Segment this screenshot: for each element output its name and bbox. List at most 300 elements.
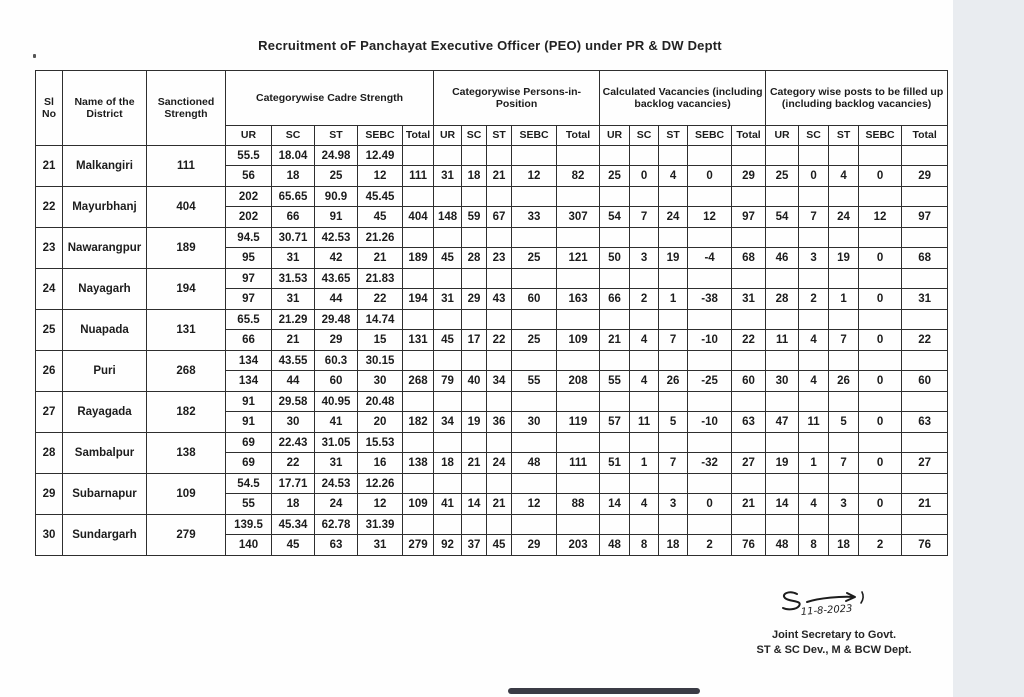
empty-cell: [902, 351, 948, 371]
posts-to-fill-cell: 4: [799, 330, 829, 351]
persons-in-position-cell: 41: [434, 494, 462, 515]
posts-to-fill-cell: 0: [859, 248, 902, 269]
empty-cell: [403, 187, 434, 207]
empty-cell: [630, 187, 659, 207]
cadre-rounded-cell: 29: [315, 330, 358, 351]
empty-cell: [688, 392, 732, 412]
empty-cell: [829, 146, 859, 166]
posts-to-fill-cell: 4: [829, 166, 859, 187]
empty-cell: [766, 474, 799, 494]
calculated-vacancy-cell: 29: [732, 166, 766, 187]
posts-to-fill-cell: 21: [902, 494, 948, 515]
empty-cell: [462, 392, 487, 412]
col-header-cadre-sebc: SEBC: [358, 126, 403, 146]
empty-cell: [434, 392, 462, 412]
empty-cell: [487, 146, 512, 166]
cadre-decimal-cell: 31.05: [315, 433, 358, 453]
empty-cell: [732, 433, 766, 453]
col-header-persons-sebc: SEBC: [512, 126, 557, 146]
empty-cell: [902, 392, 948, 412]
empty-cell: [766, 515, 799, 535]
posts-to-fill-cell: 3: [829, 494, 859, 515]
empty-cell: [859, 392, 902, 412]
persons-in-position-cell: 21: [487, 494, 512, 515]
cadre-rounded-cell: 194: [403, 289, 434, 310]
calculated-vacancy-cell: 7: [630, 207, 659, 228]
cadre-rounded-cell: 134: [226, 371, 272, 392]
empty-cell: [732, 392, 766, 412]
sl-no-cell: 29: [36, 474, 63, 515]
posts-to-fill-cell: 46: [766, 248, 799, 269]
empty-cell: [487, 187, 512, 207]
posts-to-fill-cell: 5: [829, 412, 859, 433]
posts-to-fill-cell: 28: [766, 289, 799, 310]
cadre-rounded-cell: 12: [358, 166, 403, 187]
empty-cell: [859, 228, 902, 248]
cadre-rounded-cell: 109: [403, 494, 434, 515]
empty-cell: [403, 310, 434, 330]
posts-to-fill-cell: 47: [766, 412, 799, 433]
persons-in-position-cell: 25: [512, 330, 557, 351]
empty-cell: [859, 146, 902, 166]
empty-cell: [732, 351, 766, 371]
district-name-cell: Subarnapur: [63, 474, 147, 515]
sanctioned-strength-cell: 404: [147, 187, 226, 228]
cadre-decimal-cell: 60.3: [315, 351, 358, 371]
district-row-top: [36, 187, 948, 207]
col-header-district: Name of the District: [63, 71, 147, 146]
persons-in-position-cell: 31: [434, 289, 462, 310]
empty-cell: [732, 474, 766, 494]
col-header-posts-total: Total: [902, 126, 948, 146]
empty-cell: [688, 187, 732, 207]
cadre-decimal-cell: 91: [226, 392, 272, 412]
cadre-rounded-cell: 97: [226, 289, 272, 310]
empty-cell: [859, 187, 902, 207]
empty-cell: [630, 351, 659, 371]
empty-cell: [659, 392, 688, 412]
cadre-decimal-cell: 43.65: [315, 269, 358, 289]
cadre-decimal-cell: 24.98: [315, 146, 358, 166]
calculated-vacancy-cell: 11: [630, 412, 659, 433]
empty-cell: [732, 515, 766, 535]
empty-cell: [600, 433, 630, 453]
empty-cell: [766, 310, 799, 330]
col-header-posts-sebc: SEBC: [859, 126, 902, 146]
empty-cell: [766, 269, 799, 289]
persons-in-position-cell: 208: [557, 371, 600, 392]
calculated-vacancy-cell: 50: [600, 248, 630, 269]
cadre-rounded-cell: 45: [272, 535, 315, 556]
calculated-vacancy-cell: 48: [600, 535, 630, 556]
calculated-vacancy-cell: 26: [659, 371, 688, 392]
district-row-top: [36, 228, 948, 248]
empty-cell: [630, 269, 659, 289]
calculated-vacancy-cell: 24: [659, 207, 688, 228]
empty-cell: [732, 187, 766, 207]
cadre-decimal-cell: 17.71: [272, 474, 315, 494]
empty-cell: [688, 433, 732, 453]
persons-in-position-cell: 29: [512, 535, 557, 556]
empty-cell: [600, 515, 630, 535]
cadre-rounded-cell: 44: [315, 289, 358, 310]
empty-cell: [487, 433, 512, 453]
posts-to-fill-cell: 97: [902, 207, 948, 228]
persons-in-position-cell: 18: [434, 453, 462, 474]
empty-cell: [766, 351, 799, 371]
persons-in-position-cell: 34: [434, 412, 462, 433]
cadre-decimal-cell: 14.74: [358, 310, 403, 330]
district-row-top: [36, 269, 948, 289]
empty-cell: [799, 433, 829, 453]
posts-to-fill-cell: 54: [766, 207, 799, 228]
posts-to-fill-cell: 0: [859, 412, 902, 433]
cadre-rounded-cell: 16: [358, 453, 403, 474]
persons-in-position-cell: 12: [512, 494, 557, 515]
posts-to-fill-cell: 1: [799, 453, 829, 474]
cadre-decimal-cell: 31.39: [358, 515, 403, 535]
sanctioned-strength-cell: 279: [147, 515, 226, 556]
persons-in-position-cell: 17: [462, 330, 487, 351]
calculated-vacancy-cell: 27: [732, 453, 766, 474]
cadre-rounded-cell: 202: [226, 207, 272, 228]
calculated-vacancy-cell: 3: [630, 248, 659, 269]
cadre-rounded-cell: 30: [358, 371, 403, 392]
empty-cell: [659, 310, 688, 330]
empty-cell: [766, 228, 799, 248]
empty-cell: [659, 146, 688, 166]
district-row-top: [36, 146, 948, 166]
cadre-decimal-cell: 90.9: [315, 187, 358, 207]
empty-cell: [512, 392, 557, 412]
cadre-decimal-cell: 65.5: [226, 310, 272, 330]
empty-cell: [829, 474, 859, 494]
calculated-vacancy-cell: 19: [659, 248, 688, 269]
empty-cell: [462, 228, 487, 248]
persons-in-position-cell: 79: [434, 371, 462, 392]
cadre-decimal-cell: 43.55: [272, 351, 315, 371]
sl-no-cell: 26: [36, 351, 63, 392]
empty-cell: [462, 310, 487, 330]
empty-cell: [659, 474, 688, 494]
empty-cell: [659, 228, 688, 248]
empty-cell: [600, 146, 630, 166]
calculated-vacancy-cell: 57: [600, 412, 630, 433]
calculated-vacancy-cell: 68: [732, 248, 766, 269]
empty-cell: [630, 146, 659, 166]
district-row-top: [36, 351, 948, 371]
persons-in-position-cell: 203: [557, 535, 600, 556]
persons-in-position-cell: 25: [512, 248, 557, 269]
cadre-decimal-cell: 29.58: [272, 392, 315, 412]
cadre-rounded-cell: 55: [226, 494, 272, 515]
empty-cell: [732, 269, 766, 289]
empty-cell: [859, 351, 902, 371]
persons-in-position-cell: 33: [512, 207, 557, 228]
calculated-vacancy-cell: 21: [600, 330, 630, 351]
calculated-vacancy-cell: 1: [630, 453, 659, 474]
calculated-vacancy-cell: 18: [659, 535, 688, 556]
cadre-rounded-cell: 131: [403, 330, 434, 351]
empty-cell: [403, 515, 434, 535]
sl-no-cell: 25: [36, 310, 63, 351]
posts-to-fill-cell: 26: [829, 371, 859, 392]
empty-cell: [487, 515, 512, 535]
cadre-rounded-cell: 182: [403, 412, 434, 433]
empty-cell: [659, 433, 688, 453]
district-row-top: [36, 515, 948, 535]
cadre-rounded-cell: 66: [272, 207, 315, 228]
persons-in-position-cell: 36: [487, 412, 512, 433]
calculated-vacancy-cell: -38: [688, 289, 732, 310]
empty-cell: [799, 228, 829, 248]
empty-cell: [512, 269, 557, 289]
signature-block: [748, 588, 920, 658]
calculated-vacancy-cell: 66: [600, 289, 630, 310]
cadre-decimal-cell: 42.53: [315, 228, 358, 248]
signatory-department: ST & SC Dev., M & BCW Dept.: [756, 643, 912, 656]
posts-to-fill-cell: 27: [902, 453, 948, 474]
empty-cell: [829, 392, 859, 412]
district-name-cell: Sundargarh: [63, 515, 147, 556]
cadre-rounded-cell: 24: [315, 494, 358, 515]
district-row-top: [36, 310, 948, 330]
sanctioned-strength-cell: 189: [147, 228, 226, 269]
persons-in-position-cell: 111: [557, 453, 600, 474]
group-header-cadre-strength: Categorywise Cadre Strength: [226, 71, 434, 126]
col-header-posts-sc: SC: [799, 126, 829, 146]
cadre-rounded-cell: 31: [272, 248, 315, 269]
empty-cell: [902, 474, 948, 494]
col-header-vacancies-ur: UR: [600, 126, 630, 146]
posts-to-fill-cell: 31: [902, 289, 948, 310]
col-header-vacancies-sc: SC: [630, 126, 659, 146]
empty-cell: [512, 310, 557, 330]
persons-in-position-cell: 12: [512, 166, 557, 187]
cadre-rounded-cell: 18: [272, 166, 315, 187]
empty-cell: [829, 310, 859, 330]
posts-to-fill-cell: 76: [902, 535, 948, 556]
persons-in-position-cell: 45: [434, 330, 462, 351]
empty-cell: [403, 433, 434, 453]
sl-no-cell: 27: [36, 392, 63, 433]
persons-in-position-cell: 14: [462, 494, 487, 515]
col-header-persons-st: ST: [487, 126, 512, 146]
recruitment-table: [35, 70, 948, 556]
persons-in-position-cell: 55: [512, 371, 557, 392]
cadre-decimal-cell: 65.65: [272, 187, 315, 207]
posts-to-fill-cell: 63: [902, 412, 948, 433]
empty-cell: [403, 228, 434, 248]
calculated-vacancy-cell: -4: [688, 248, 732, 269]
cadre-rounded-cell: 30: [272, 412, 315, 433]
calculated-vacancy-cell: 8: [630, 535, 659, 556]
empty-cell: [487, 228, 512, 248]
empty-cell: [434, 474, 462, 494]
posts-to-fill-cell: 2: [799, 289, 829, 310]
persons-in-position-cell: 121: [557, 248, 600, 269]
col-header-vacancies-st: ST: [659, 126, 688, 146]
posts-to-fill-cell: 30: [766, 371, 799, 392]
posts-to-fill-cell: 7: [829, 453, 859, 474]
empty-cell: [688, 146, 732, 166]
posts-to-fill-cell: 7: [829, 330, 859, 351]
district-name-cell: Puri: [63, 351, 147, 392]
cadre-rounded-cell: 91: [315, 207, 358, 228]
sl-no-cell: 30: [36, 515, 63, 556]
empty-cell: [434, 351, 462, 371]
empty-cell: [512, 433, 557, 453]
district-row-top: [36, 392, 948, 412]
col-header-persons-ur: UR: [434, 126, 462, 146]
posts-to-fill-cell: 19: [829, 248, 859, 269]
persons-in-position-cell: 109: [557, 330, 600, 351]
col-header-sl-no: Sl No: [36, 71, 63, 146]
cadre-decimal-cell: 45.34: [272, 515, 315, 535]
empty-cell: [766, 392, 799, 412]
empty-cell: [557, 228, 600, 248]
calculated-vacancy-cell: 7: [659, 330, 688, 351]
sl-no-cell: 24: [36, 269, 63, 310]
empty-cell: [462, 187, 487, 207]
cadre-rounded-cell: 91: [226, 412, 272, 433]
cadre-decimal-cell: 21.29: [272, 310, 315, 330]
posts-to-fill-cell: 18: [829, 535, 859, 556]
posts-to-fill-cell: 29: [902, 166, 948, 187]
sl-no-cell: 21: [36, 146, 63, 187]
empty-cell: [462, 515, 487, 535]
empty-cell: [462, 474, 487, 494]
empty-cell: [462, 351, 487, 371]
col-header-cadre-total: Total: [403, 126, 434, 146]
empty-cell: [512, 146, 557, 166]
district-row-top: [36, 474, 948, 494]
empty-cell: [557, 187, 600, 207]
empty-cell: [487, 392, 512, 412]
cadre-rounded-cell: 63: [315, 535, 358, 556]
persons-in-position-cell: 24: [487, 453, 512, 474]
ink-speck: [33, 54, 36, 58]
calculated-vacancy-cell: 97: [732, 207, 766, 228]
sanctioned-strength-cell: 268: [147, 351, 226, 392]
posts-to-fill-cell: 14: [766, 494, 799, 515]
empty-cell: [630, 474, 659, 494]
persons-in-position-cell: 37: [462, 535, 487, 556]
cadre-decimal-cell: 139.5: [226, 515, 272, 535]
empty-cell: [829, 269, 859, 289]
calculated-vacancy-cell: 25: [600, 166, 630, 187]
empty-cell: [403, 146, 434, 166]
empty-cell: [732, 310, 766, 330]
posts-to-fill-cell: 7: [799, 207, 829, 228]
cadre-rounded-cell: 31: [272, 289, 315, 310]
empty-cell: [659, 351, 688, 371]
cadre-rounded-cell: 138: [403, 453, 434, 474]
empty-cell: [902, 187, 948, 207]
empty-cell: [859, 269, 902, 289]
cadre-rounded-cell: 25: [315, 166, 358, 187]
empty-cell: [630, 310, 659, 330]
col-header-vacancies-total: Total: [732, 126, 766, 146]
cadre-decimal-cell: 12.49: [358, 146, 403, 166]
calculated-vacancy-cell: 51: [600, 453, 630, 474]
empty-cell: [799, 515, 829, 535]
persons-in-position-cell: 43: [487, 289, 512, 310]
empty-cell: [557, 310, 600, 330]
cadre-decimal-cell: 20.48: [358, 392, 403, 412]
empty-cell: [600, 310, 630, 330]
cadre-rounded-cell: 404: [403, 207, 434, 228]
empty-cell: [600, 269, 630, 289]
persons-in-position-cell: 88: [557, 494, 600, 515]
persons-in-position-cell: 40: [462, 371, 487, 392]
cadre-rounded-cell: 66: [226, 330, 272, 351]
sanctioned-strength-cell: 111: [147, 146, 226, 187]
cadre-rounded-cell: 22: [358, 289, 403, 310]
calculated-vacancy-cell: 4: [659, 166, 688, 187]
sl-no-cell: 22: [36, 187, 63, 228]
cadre-rounded-cell: 279: [403, 535, 434, 556]
col-header-vacancies-sebc: SEBC: [688, 126, 732, 146]
district-row-top: [36, 433, 948, 453]
col-header-posts-st: ST: [829, 126, 859, 146]
empty-cell: [462, 433, 487, 453]
cadre-rounded-cell: 18: [272, 494, 315, 515]
sanctioned-strength-cell: 182: [147, 392, 226, 433]
group-header-posts-to-fill: Category wise posts to be filled up (including backlog vacancies): [766, 71, 948, 126]
district-name-cell: Nayagarh: [63, 269, 147, 310]
empty-cell: [659, 515, 688, 535]
empty-cell: [799, 187, 829, 207]
cadre-rounded-cell: 95: [226, 248, 272, 269]
sl-no-cell: 23: [36, 228, 63, 269]
posts-to-fill-cell: 0: [859, 289, 902, 310]
empty-cell: [557, 433, 600, 453]
empty-cell: [799, 146, 829, 166]
empty-cell: [600, 228, 630, 248]
empty-cell: [487, 474, 512, 494]
persons-in-position-cell: 30: [512, 412, 557, 433]
empty-cell: [829, 187, 859, 207]
col-header-persons-sc: SC: [462, 126, 487, 146]
col-header-cadre-sc: SC: [272, 126, 315, 146]
empty-cell: [434, 146, 462, 166]
empty-cell: [688, 474, 732, 494]
empty-cell: [688, 228, 732, 248]
posts-to-fill-cell: 8: [799, 535, 829, 556]
calculated-vacancy-cell: 4: [630, 330, 659, 351]
cadre-decimal-cell: 24.53: [315, 474, 358, 494]
group-header-calculated-vacancies: Calculated Vacancies (including backlog vacancies): [600, 71, 766, 126]
persons-in-position-cell: 18: [462, 166, 487, 187]
empty-cell: [829, 515, 859, 535]
empty-cell: [799, 310, 829, 330]
calculated-vacancy-cell: 7: [659, 453, 688, 474]
empty-cell: [403, 392, 434, 412]
persons-in-position-cell: 67: [487, 207, 512, 228]
col-header-persons-total: Total: [557, 126, 600, 146]
calculated-vacancy-cell: 5: [659, 412, 688, 433]
cadre-rounded-cell: 268: [403, 371, 434, 392]
cadre-rounded-cell: 60: [315, 371, 358, 392]
cadre-rounded-cell: 12: [358, 494, 403, 515]
cadre-rounded-cell: 20: [358, 412, 403, 433]
empty-cell: [512, 187, 557, 207]
cadre-rounded-cell: 31: [358, 535, 403, 556]
sanctioned-strength-cell: 131: [147, 310, 226, 351]
empty-cell: [434, 269, 462, 289]
persons-in-position-cell: 119: [557, 412, 600, 433]
